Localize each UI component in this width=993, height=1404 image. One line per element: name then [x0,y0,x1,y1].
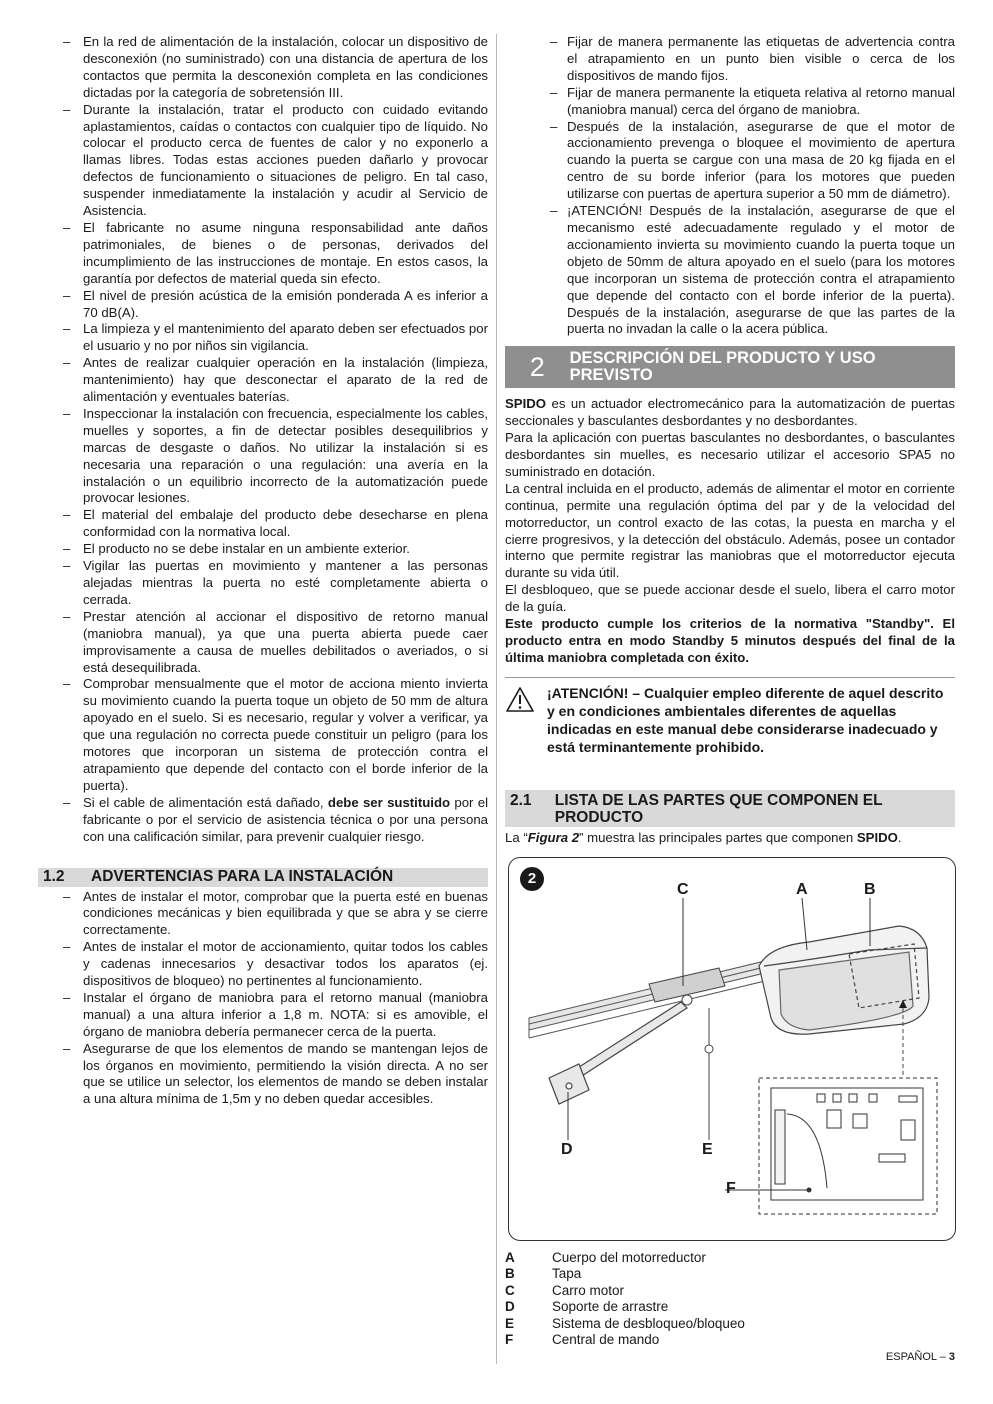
legend-row [505,1266,955,1283]
list-item: – Vigilar las puertas en movimiento y mantener a las personas alejadas mientras la puerta no esté completamente abierta o cerrada. [83,558,488,609]
list-item: – Durante la instalación, tratar el producto con cuidado evitando aplastamientos, caídas o contactos con cualquier tipo de líquido. No colocar el producto cerca de fuentes de calor y no exponerlo a llamas libres. Todas estas acciones pueden dañarlo y provocar defectos de funcionamiento o situaciones de peligro. En tal caso, suspender inmediatamente la instalación y acudir al Servicio de Asistencia. [83,102,488,220]
brand-name: SPIDO [856,829,898,845]
legend-text: Cuerpo del motorreductor [552,1249,706,1265]
legend-text: Central de mando [552,1332,660,1348]
section-heading-1-2 [38,868,488,887]
list-item: – Instalar el órgano de maniobra para el retorno manual (maniobra manual) a una altura inferior a 1,8 m. NOTA: si es amovible, el órgano de maniobra debería permanecer cerca de la puerta. [83,990,488,1041]
text-run: . [897,829,902,845]
paragraph [505,396,955,430]
label-e: E [702,1140,713,1158]
legend-text: Carro motor [552,1282,625,1298]
figure-2 [508,857,956,1241]
left-column [38,34,488,1108]
legend-row [505,1316,955,1333]
label-a: A [796,880,808,898]
legend-row [505,1332,955,1349]
legend-text: Sistema de desbloqueo/bloqueo [552,1315,745,1331]
legend-text: Soporte de arrastre [552,1299,669,1315]
safety-list [38,34,488,846]
figure-reference [505,830,955,847]
text-run: por el fabricante o por el servicio de asistencia técnica o por una persona con una calificación similar, para prevenir cualquier riesgo. [83,794,488,844]
bold-run: debe ser sustituido [327,794,451,810]
carriage [649,968,725,1005]
paragraph: Para la aplicación con puertas basculantes no desbordantes, o basculantes desbordantes sin muelles, es necesario utilizar el accesorio SPA5 no suministrado en dotación. [505,430,955,479]
paragraph: El desbloqueo, que se puede accionar desde el suelo, libera el carro motor de la guía. [505,582,955,615]
safety-list-continued [505,34,955,338]
paragraph: La central incluida en el producto, además de alimentar el motor en corriente continua, permite una regulación óptima del par y de la velocidad del motorreductor, un control exacto de las cotas, la puesta en marcha y el cierre progresivos, y la detección del obstáculo. Además, posee un contador interno que permite registrar las maniobras que el motorreductor ejecuta durante su vida útil. [505,480,955,581]
standby-paragraph: Este producto cumple los criterios de la normativa "Standby". El producto entra en modo Standby 5 minutos después del final de la última maniobra completada con éxito. [505,616,955,665]
footer-language: ESPAÑOL – [885,1351,949,1363]
column-divider [496,34,497,1364]
right-column [505,34,955,1349]
legend-key: D [505,1299,515,1315]
installation-list [38,889,488,1109]
text-run: es un actuador electromecánico para la automatización de puertas seccionales y basculantes desbordantes y no desbordantes. [505,396,955,429]
figure-legend [505,1250,955,1349]
section-heading-2 [505,346,955,388]
legend-text: Tapa [552,1266,582,1282]
list-item: – Antes de realizar cualquier operación en la instalación (limpieza, mantenimiento) hay que desconectar el aparato de la red de alimentación y eventuales baterías. [83,355,488,406]
legend-row [505,1250,955,1267]
list-item: – Comprobar mensualmente que el motor de acciona miento invierta su movimiento cuando la puerta toque un objeto de 50 mm de altura apoyado en el suelo. Si es necesario, regular y volver a verificar, ya que una regulación no correcta puede constituir un peligro (para los motores que incorporan un sistema de protección contra el atrapamiento que depende del contacto con el borde inferior de la puerta). [83,676,488,794]
warning-text: ¡ATENCIÓN! – Cualquier empleo diferente de aquel descrito y en condiciones ambientales diferentes de aquellas indicadas en este manual debe considerarse inadecuado y está terminantemente prohibido. [547,684,944,755]
legend-key: A [505,1249,515,1265]
section-number: 2 [529,351,545,382]
list-item [83,795,488,846]
legend-row [505,1299,955,1316]
legend-key: F [505,1332,514,1348]
control-board [725,1078,937,1214]
list-item: – En la red de alimentación de la instalación, colocar un dispositivo de desconexión (no suministrado) con una distancia de apertura de los contactos que permita la desconexión completa en las condiciones dictadas por la categoría de sobretensión III. [83,34,488,102]
label-b: B [864,880,876,898]
legend-key: E [505,1315,515,1331]
section-number: 1.2 [43,867,65,885]
label-c: C [677,880,689,898]
label-d: D [561,1140,573,1158]
section-title: ADVERTENCIAS PARA LA INSTALACIÓN [91,867,394,885]
legend-key: C [505,1282,515,1298]
list-item: – Asegurarse de que los elementos de mando se mantengan lejos de los órganos en movimiento, permitiendo la visión directa. A no ser que se utilice un selector, los elementos de mando se deben instalar a una altura mínima de 1,5m y no deben quedar accesibles. [83,1041,488,1109]
list-item: – Prestar atención al accionar el dispositivo de retorno manual (maniobra manual), ya que una puerta abierta puede caer improvisamente a causa de muelles debilitados o averiados, o si está desequilibrada. [83,609,488,677]
list-item: – El material del embalaje del producto debe desecharse en plena conformidad con la normativa local. [83,507,488,541]
list-item: – El producto no se debe instalar en un ambiente exterior. [83,541,488,558]
text-run: La “ [505,829,528,845]
warning-box [505,677,955,756]
list-item: – Antes de instalar el motor de accionamiento, quitar todos los cables y cadenas innecesarios y desactivar todos los aparatos (ej. dispositivos de bloqueo) no pertinentes al funcionamiento. [83,939,488,990]
list-item: – Fijar de manera permanente la etiqueta relativa al retorno manual (maniobra manual) cerca del órgano de maniobra. [567,85,955,119]
brand-name: SPIDO [505,396,547,412]
list-item: – Antes de instalar el motor, comprobar que la puerta esté en buenas condiciones mecánicas y bien equilibrada y que se abra y se cierre correctamente. [83,889,488,940]
list-item: – La limpieza y el mantenimiento del aparato deben ser efectuados por el usuario y no por niños sin vigilancia. [83,321,488,355]
list-item: – ¡ATENCIÓN! Después de la instalación, asegurarse de que el mecanismo esté adecuadamente regulado y el motor de accionamiento invierta su movimiento cuando la puerta toque un objeto de 50mm de altura apoyado en el suelo (para los motores que incorporan un sistema de protección contra el atrapamiento que depende del contacto con el borde inferior de la puerta). Después de la instalación, asegurarse de que las partes de la puerta no invadan la calle o la acera pública. [567,203,955,338]
legend-row [505,1283,955,1300]
list-item: – Inspeccionar la instalación con frecuencia, especialmente los cables, muelles y soportes, a fin de detectar posibles desequilibrios y marcas de desgaste o daños. No utilizar la instalación si es necesaria una reparación o una regulación: una avería en la instalación o un equilibrio incorrecto de la automatización puede provocar lesiones. [83,406,488,507]
list-item: – El fabricante no asume ninguna responsabilidad ante daños patrimoniales, de bienes o de personas, derivados del incumplimiento de las instrucciones de montaje. En estos casos, la garantía por defectos de material queda sin efecto. [83,220,488,288]
figure-number-badge: 2 [520,867,544,891]
text-run: ” muestra las principales partes que componen [579,829,857,845]
legend-key: B [505,1266,515,1282]
section-title: LISTA DE LAS PARTES QUE COMPONEN EL PRODUCTO [554,791,883,826]
text-run: Si el cable de alimentación está dañado, [83,794,328,810]
section-heading-2-1 [505,790,955,827]
list-item: – El nivel de presión acústica de la emisión ponderada A es inferior a 70 dB(A). [83,288,488,322]
list-item: – Fijar de manera permanente las etiquetas de advertencia contra el atrapamiento en un punto bien visible o cerca de los dispositivos de mando fijos. [567,34,955,85]
page-footer [886,1351,955,1363]
figure-link: Figura 2 [527,829,580,845]
list-item: – Después de la instalación, asegurarse de que el motor de accionamiento prevenga o bloquee el movimiento de apertura cuando la puerta se cargue con una masa de 20 kg fijada en el centro de su borde inferior (para los motores que pueden utilizarse con puertas de apertura superior a 50 mm de diámetro). [567,119,955,204]
page-number: 3 [948,1351,955,1363]
section-number: 2.1 [510,791,532,809]
label-f: F [726,1179,736,1197]
warning-triangle-icon [505,684,547,756]
section-title: DESCRIPCIÓN DEL PRODUCTO Y USO PREVISTO [569,349,876,385]
